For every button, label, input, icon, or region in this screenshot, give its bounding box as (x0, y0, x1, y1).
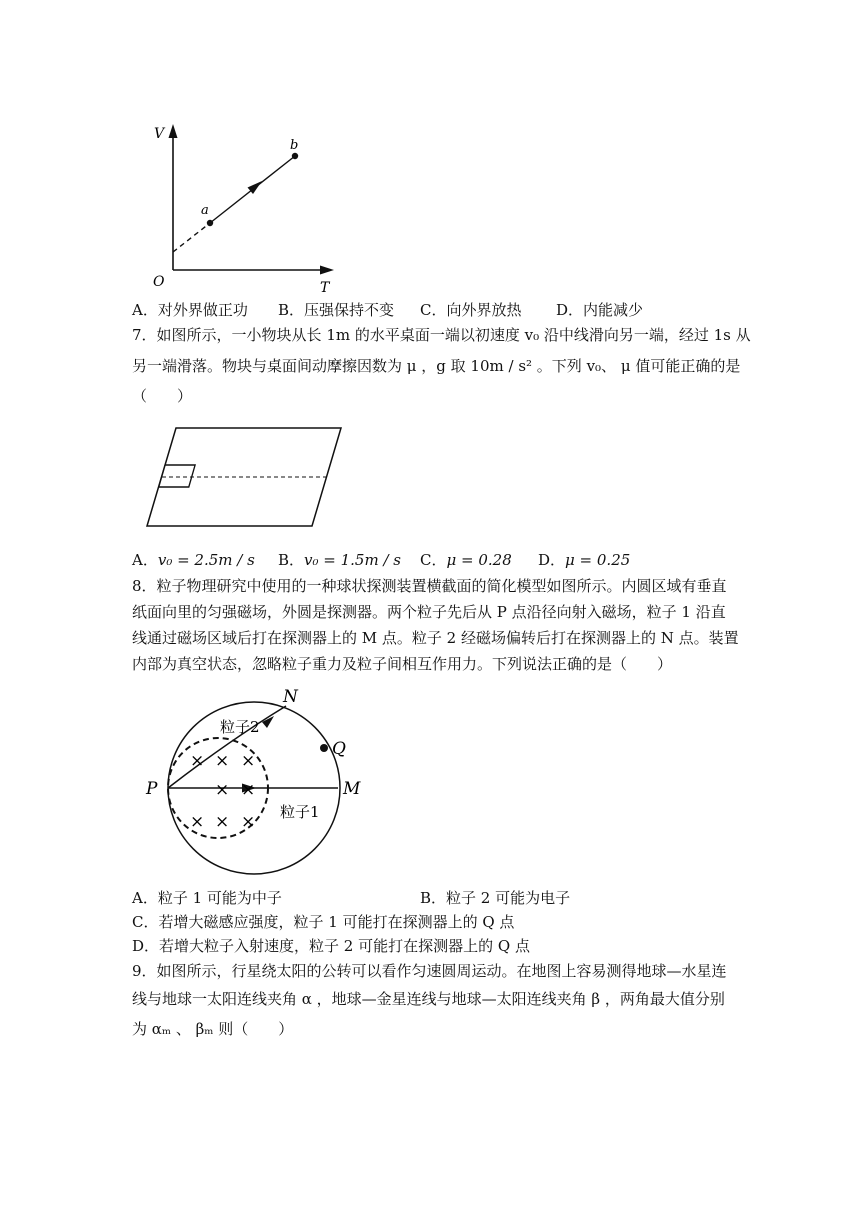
graph-origin-label: O (153, 274, 165, 290)
vt-graph (140, 118, 350, 298)
field-cross: × (215, 780, 230, 800)
q6-option-c: C．向外界放热 (420, 301, 522, 319)
q6-option-d: D．内能减少 (556, 301, 644, 319)
graph-x-label: T (320, 280, 330, 296)
label-p: P (146, 779, 158, 799)
q6-option-b: B．压强保持不变 (278, 301, 395, 319)
q9-stem-line-1: 9．如图所示，行星绕太阳的公转可以看作匀速圆周运动。在地图上容易测得地球—水星连 (132, 962, 727, 980)
detector-diagram (140, 680, 370, 880)
q8-stem-line-1: 8．粒子物理研究中使用的一种球状探测装置横截面的简化模型如图所示。内圆区域有垂直 (132, 577, 727, 595)
label-q: Q (332, 739, 346, 759)
q7-option-a: A．v₀ = 2.5m / s (132, 551, 255, 569)
q8-option-b: B．粒子 2 可能为电子 (420, 889, 571, 907)
q8-option-c: C．若增大磁感应强度，粒子 1 可能打在探测器上的 Q 点 (132, 913, 515, 931)
q7-option-d: D．μ = 0.25 (538, 551, 631, 569)
field-cross: × (241, 812, 256, 832)
q7-stem-line-3: （ ） (132, 387, 193, 405)
q6-option-a: A．对外界做正功 (132, 301, 248, 319)
q7-option-b: B．v₀ = 1.5m / s (278, 551, 401, 569)
q7-stem-line-1: 7．如图所示，一小物块从长 1m 的水平桌面一端以初速度 v₀ 沿中线滑向另一端，经过 1s 从 (132, 326, 751, 344)
label-m: M (343, 779, 361, 799)
table-diagram (140, 420, 350, 532)
field-cross: × (190, 751, 205, 771)
field-cross: × (215, 751, 230, 771)
q7-stem-line-2: 另一端滑落。物块与桌面间动摩擦因数为 μ ，g 取 10m / s² 。下列 v₀、 μ 值可能正确的是 (132, 357, 741, 375)
q8-option-d: D．若增大粒子入射速度，粒子 2 可能打在探测器上的 Q 点 (132, 937, 530, 955)
label-n: N (283, 687, 298, 707)
graph-point-b-label: b (290, 138, 299, 153)
field-cross: × (190, 812, 205, 832)
field-cross: × (215, 812, 230, 832)
field-cross: × (241, 780, 256, 800)
graph-y-label: V (154, 126, 165, 142)
label-particle-1: 粒子1 (280, 803, 320, 821)
q9-stem-line-3: 为 αₘ 、 βₘ 则（ ） (132, 1020, 294, 1038)
q8-stem-line-3: 线通过磁场区域后打在探测器上的 M 点。粒子 2 经磁场偏转后打在探测器上的 N 点。装置 (132, 629, 739, 647)
q7-option-c: C．μ = 0.28 (420, 551, 512, 569)
label-particle-2: 粒子2 (220, 718, 260, 736)
field-cross: × (241, 751, 256, 771)
graph-point-a-label: a (201, 203, 209, 218)
q8-stem-line-2: 纸面向里的匀强磁场，外圆是探测器。两个粒子先后从 P 点沿径向射入磁场，粒子 1 沿直 (132, 603, 726, 621)
q8-stem-line-4: 内部为真空状态，忽略粒子重力及粒子间相互作用力。下列说法正确的是（ ） (132, 655, 673, 673)
q8-option-a: A．粒子 1 可能为中子 (132, 889, 282, 907)
q9-stem-line-2: 线与地球一太阳连线夹角 α ，地球—金星连线与地球—太阳连线夹角 β ，两角最大值分别 (132, 990, 725, 1008)
